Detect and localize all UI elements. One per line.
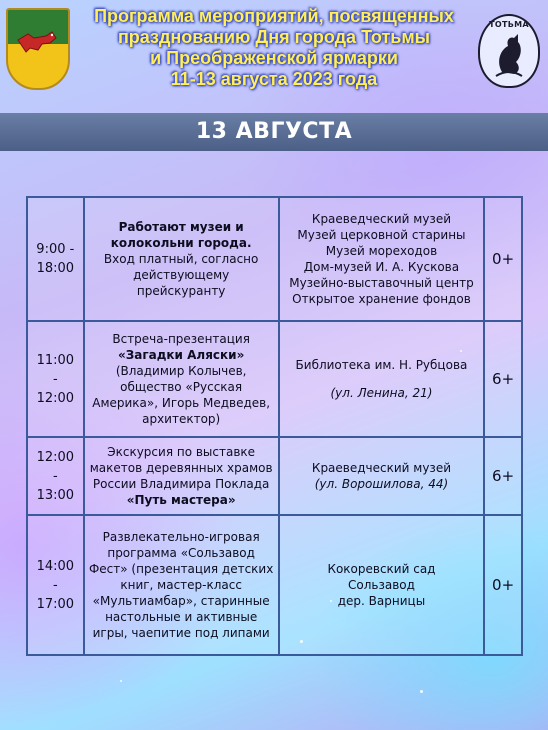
table-row	[27, 515, 522, 655]
title-line: празднованию Дня города Тотьмы	[117, 27, 431, 47]
title-line: 11-13 августа 2023 года	[170, 69, 378, 89]
event-cell: Экскурсия по выставке макетов деревянных храмов России Владимира Поклада «Путь мастера»	[84, 437, 279, 515]
place-cell: Кокоревский сад Сользавод дер. Варницы	[279, 515, 485, 655]
totma-coat-of-arms-icon	[6, 8, 70, 90]
page-title	[70, 6, 478, 90]
time-cell: 11:00 - 12:00	[27, 321, 84, 437]
totma-emblem-icon	[478, 14, 540, 88]
sparkle	[420, 690, 423, 693]
age-rating: 0+	[484, 515, 522, 655]
title-line: Программа мероприятий, посвященных	[94, 6, 454, 26]
table-row	[27, 197, 522, 321]
sparkle	[120, 680, 122, 682]
place-cell: Краеведческий музей Музей церковной старины Музей мореходов Дом-музей И. А. Кускова Музейно-выставочный центр Открытое хранение фондов	[279, 197, 485, 321]
emblem-label: ТОТЬМА	[489, 20, 529, 29]
table-row	[27, 437, 522, 515]
age-rating: 6+	[484, 437, 522, 515]
time-cell: 14:00 - 17:00	[27, 515, 84, 655]
age-rating: 6+	[484, 321, 522, 437]
date-banner: 13 АВГУСТА	[0, 113, 548, 151]
time-cell: 12:00 - 13:00	[27, 437, 84, 515]
event-cell: Встреча-презентация «Загадки Аляски» (Владимир Колычев, общество «Русская Америка», Игорь Медведев, архитектор)	[84, 321, 279, 437]
place-cell: Краеведческий музей (ул. Ворошилова, 44)	[279, 437, 485, 515]
header	[0, 0, 548, 110]
place-cell: Библиотека им. Н. Рубцова (ул. Ленина, 21)	[279, 321, 485, 437]
table-row	[27, 321, 522, 437]
schedule-table	[26, 196, 523, 656]
event-cell: Развлекательно-игровая программа «Сользавод Фест» (презентация детских книг, мастер-класс «Мультиамбар», старинные настольные и активные игры, чаепитие под липами	[84, 515, 279, 655]
title-line: и Преображенской ярмарки	[150, 48, 398, 68]
event-cell: Работают музеи и колокольни города. Вход платный, согласно действующему прейскуранту	[84, 197, 279, 321]
time-cell: 9:00 - 18:00	[27, 197, 84, 321]
age-rating: 0+	[484, 197, 522, 321]
